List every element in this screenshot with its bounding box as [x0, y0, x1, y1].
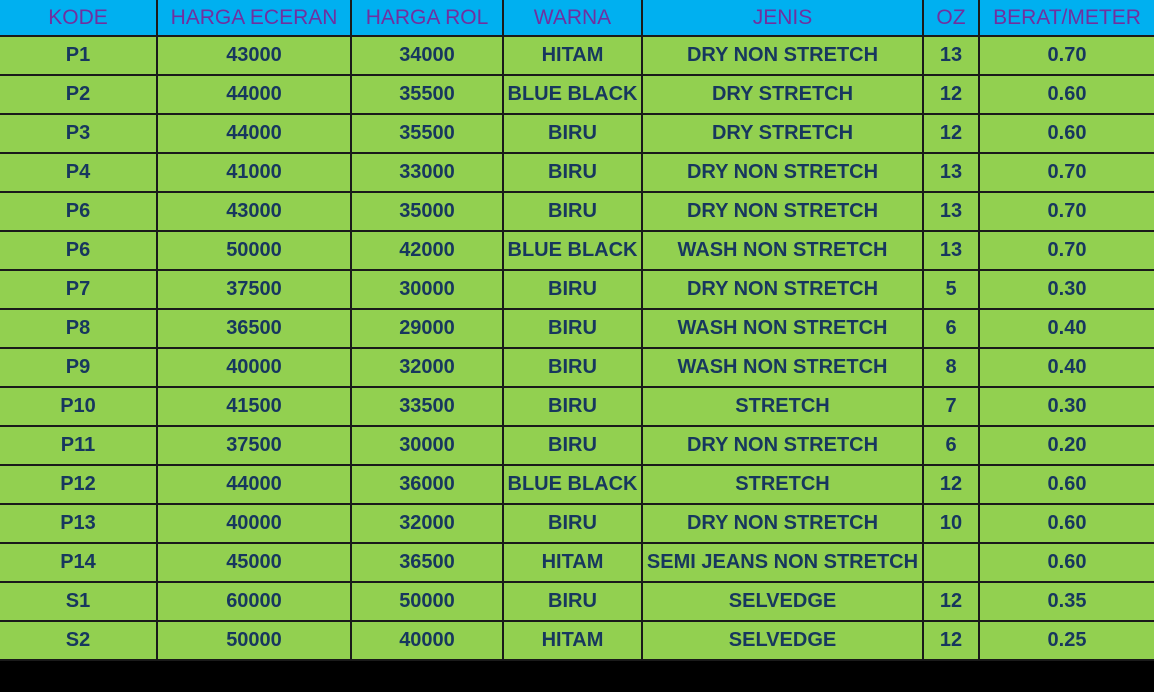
cell-oz: 12 — [923, 75, 979, 114]
cell-jenis: STRETCH — [642, 465, 923, 504]
cell-harga-eceran: 40000 — [157, 504, 351, 543]
cell-oz: 13 — [923, 153, 979, 192]
cell-harga-rol: 32000 — [351, 504, 503, 543]
cell-jenis: DRY NON STRETCH — [642, 192, 923, 231]
cell-warna: BIRU — [503, 192, 642, 231]
table-header — [0, 0, 1154, 36]
cell-warna: BIRU — [503, 582, 642, 621]
cell-jenis: DRY NON STRETCH — [642, 270, 923, 309]
cell-oz: 12 — [923, 465, 979, 504]
cell-warna: BIRU — [503, 309, 642, 348]
table-row — [0, 270, 1154, 309]
cell-oz: 10 — [923, 504, 979, 543]
cell-jenis: SELVEDGE — [642, 582, 923, 621]
table-row — [0, 426, 1154, 465]
cell-warna: BLUE BLACK — [503, 465, 642, 504]
cell-berat-meter: 0.60 — [979, 504, 1154, 543]
cell-kode: P6 — [0, 192, 157, 231]
cell-kode: P6 — [0, 231, 157, 270]
cell-warna: BIRU — [503, 153, 642, 192]
cell-berat-meter: 0.60 — [979, 114, 1154, 153]
cell-warna: BIRU — [503, 387, 642, 426]
cell-kode: P2 — [0, 75, 157, 114]
cell-harga-rol: 40000 — [351, 621, 503, 660]
table-row — [0, 582, 1154, 621]
header-berat-meter: BERAT/METER — [979, 0, 1154, 36]
table-row — [0, 465, 1154, 504]
cell-kode: P4 — [0, 153, 157, 192]
cell-oz: 5 — [923, 270, 979, 309]
cell-warna: BIRU — [503, 504, 642, 543]
cell-harga-rol: 29000 — [351, 309, 503, 348]
cell-berat-meter: 0.60 — [979, 543, 1154, 582]
cell-harga-eceran: 41000 — [157, 153, 351, 192]
cell-harga-eceran: 43000 — [157, 192, 351, 231]
cell-harga-eceran: 45000 — [157, 543, 351, 582]
cell-berat-meter: 0.60 — [979, 465, 1154, 504]
cell-harga-eceran: 44000 — [157, 114, 351, 153]
cell-oz: 12 — [923, 582, 979, 621]
cell-harga-rol: 42000 — [351, 231, 503, 270]
cell-warna: HITAM — [503, 543, 642, 582]
cell-oz: 13 — [923, 36, 979, 75]
header-oz: OZ — [923, 0, 979, 36]
header-harga-eceran: HARGA ECERAN — [157, 0, 351, 36]
cell-kode: P9 — [0, 348, 157, 387]
header-jenis: JENIS — [642, 0, 923, 36]
cell-harga-eceran: 41500 — [157, 387, 351, 426]
cell-jenis: DRY NON STRETCH — [642, 504, 923, 543]
cell-jenis: DRY STRETCH — [642, 75, 923, 114]
cell-berat-meter: 0.70 — [979, 153, 1154, 192]
cell-oz: 13 — [923, 192, 979, 231]
cell-kode: P11 — [0, 426, 157, 465]
cell-berat-meter: 0.70 — [979, 192, 1154, 231]
table-row — [0, 543, 1154, 582]
cell-oz: 6 — [923, 426, 979, 465]
cell-oz: 7 — [923, 387, 979, 426]
cell-jenis: DRY NON STRETCH — [642, 36, 923, 75]
cell-harga-eceran: 37500 — [157, 270, 351, 309]
cell-oz: 12 — [923, 621, 979, 660]
cell-harga-rol: 33000 — [351, 153, 503, 192]
cell-warna: BIRU — [503, 270, 642, 309]
cell-kode: P8 — [0, 309, 157, 348]
cell-warna: BLUE BLACK — [503, 231, 642, 270]
cell-harga-rol: 50000 — [351, 582, 503, 621]
cell-jenis: WASH NON STRETCH — [642, 231, 923, 270]
cell-oz: 12 — [923, 114, 979, 153]
cell-oz — [923, 543, 979, 582]
cell-oz: 8 — [923, 348, 979, 387]
cell-berat-meter: 0.70 — [979, 36, 1154, 75]
cell-berat-meter: 0.30 — [979, 387, 1154, 426]
cell-berat-meter: 0.60 — [979, 75, 1154, 114]
cell-kode: P12 — [0, 465, 157, 504]
header-warna: WARNA — [503, 0, 642, 36]
cell-oz: 6 — [923, 309, 979, 348]
cell-harga-eceran: 60000 — [157, 582, 351, 621]
cell-berat-meter: 0.20 — [979, 426, 1154, 465]
table-row — [0, 309, 1154, 348]
table-body — [0, 36, 1154, 660]
cell-jenis: SELVEDGE — [642, 621, 923, 660]
cell-harga-eceran: 50000 — [157, 621, 351, 660]
table-row — [0, 621, 1154, 660]
table-row — [0, 192, 1154, 231]
header-kode: KODE — [0, 0, 157, 36]
cell-kode: P1 — [0, 36, 157, 75]
table-row — [0, 387, 1154, 426]
cell-harga-eceran: 37500 — [157, 426, 351, 465]
cell-harga-eceran: 44000 — [157, 75, 351, 114]
cell-berat-meter: 0.40 — [979, 309, 1154, 348]
table-row — [0, 231, 1154, 270]
table-row — [0, 348, 1154, 387]
cell-jenis: DRY STRETCH — [642, 114, 923, 153]
cell-jenis: DRY NON STRETCH — [642, 153, 923, 192]
table-row — [0, 36, 1154, 75]
table-row — [0, 153, 1154, 192]
cell-berat-meter: 0.25 — [979, 621, 1154, 660]
cell-kode: S1 — [0, 582, 157, 621]
cell-warna: HITAM — [503, 36, 642, 75]
cell-warna: BIRU — [503, 426, 642, 465]
cell-harga-rol: 36500 — [351, 543, 503, 582]
cell-jenis: WASH NON STRETCH — [642, 348, 923, 387]
cell-warna: BIRU — [503, 348, 642, 387]
cell-harga-rol: 35500 — [351, 75, 503, 114]
cell-kode: P7 — [0, 270, 157, 309]
cell-jenis: WASH NON STRETCH — [642, 309, 923, 348]
cell-kode: P10 — [0, 387, 157, 426]
table-row — [0, 75, 1154, 114]
header-row — [0, 0, 1154, 36]
cell-harga-eceran: 43000 — [157, 36, 351, 75]
cell-berat-meter: 0.30 — [979, 270, 1154, 309]
cell-berat-meter: 0.35 — [979, 582, 1154, 621]
table-row — [0, 504, 1154, 543]
cell-berat-meter: 0.40 — [979, 348, 1154, 387]
cell-jenis: DRY NON STRETCH — [642, 426, 923, 465]
cell-warna: BIRU — [503, 114, 642, 153]
cell-harga-rol: 34000 — [351, 36, 503, 75]
cell-jenis: STRETCH — [642, 387, 923, 426]
cell-harga-rol: 36000 — [351, 465, 503, 504]
cell-harga-eceran: 36500 — [157, 309, 351, 348]
cell-harga-rol: 33500 — [351, 387, 503, 426]
cell-kode: P13 — [0, 504, 157, 543]
cell-kode: P14 — [0, 543, 157, 582]
cell-harga-rol: 35500 — [351, 114, 503, 153]
header-harga-rol: HARGA ROL — [351, 0, 503, 36]
cell-harga-eceran: 50000 — [157, 231, 351, 270]
cell-harga-eceran: 40000 — [157, 348, 351, 387]
cell-jenis: SEMI JEANS NON STRETCH — [642, 543, 923, 582]
cell-warna: HITAM — [503, 621, 642, 660]
cell-kode: P3 — [0, 114, 157, 153]
cell-harga-eceran: 44000 — [157, 465, 351, 504]
cell-berat-meter: 0.70 — [979, 231, 1154, 270]
cell-harga-rol: 30000 — [351, 426, 503, 465]
cell-oz: 13 — [923, 231, 979, 270]
cell-harga-rol: 35000 — [351, 192, 503, 231]
cell-harga-rol: 30000 — [351, 270, 503, 309]
table-row — [0, 114, 1154, 153]
cell-warna: BLUE BLACK — [503, 75, 642, 114]
cell-harga-rol: 32000 — [351, 348, 503, 387]
cell-kode: S2 — [0, 621, 157, 660]
